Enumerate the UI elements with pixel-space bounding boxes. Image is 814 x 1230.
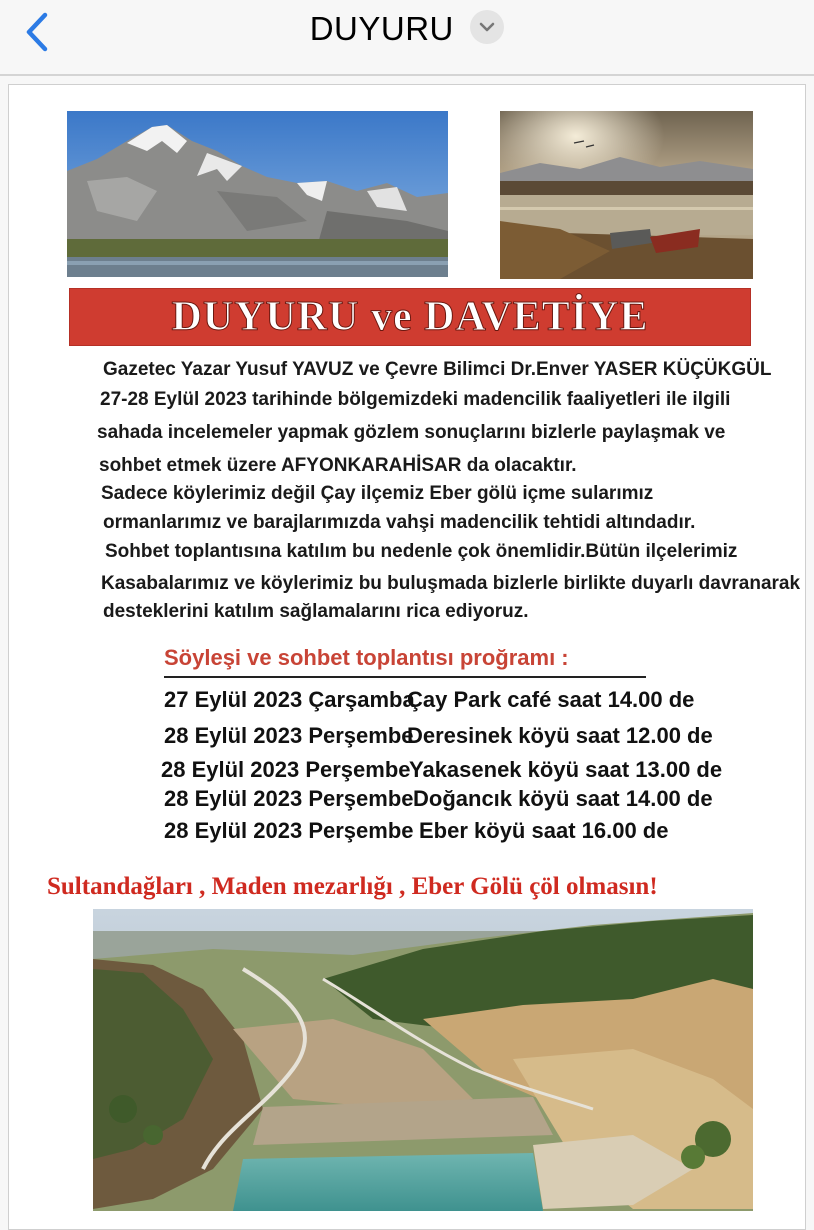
announcement-line: Gazetec Yazar Yusuf YAVUZ ve Çevre Bilimci Dr.Enver YASER KÜÇÜKGÜL xyxy=(103,359,772,380)
program-date: 28 Eylül 2023 Perşembe xyxy=(164,818,414,843)
navigation-bar xyxy=(0,0,814,76)
announcement-line: 27-28 Eylül 2023 tarihinde bölgemizdeki madencilik faaliyetleri ile ilgili xyxy=(100,389,731,410)
document-page xyxy=(8,84,806,1230)
announcement-line: sahada incelemeler yapmak gözlem sonuçlarını bizlerle paylaşmak ve xyxy=(97,422,726,443)
title-area xyxy=(0,10,814,48)
program-divider xyxy=(164,676,646,678)
announcement-line: sohbet etmek üzere AFYONKARAHİSAR da olacaktır. xyxy=(99,455,577,476)
chevron-down-icon xyxy=(470,10,504,44)
announcement-line: ormanlarımız ve barajlarımızda vahşi madencilik tehtidi altındadır. xyxy=(103,512,696,533)
program-place: Yakasenek köyü saat 13.00 de xyxy=(409,757,723,782)
program-heading: Söyleşi ve sohbet toplantısı proğramı : xyxy=(164,645,569,670)
announcement-banner xyxy=(69,288,751,346)
program-place: Deresinek köyü saat 12.00 de xyxy=(407,723,713,748)
banner-title: DUYURU ve DAVETİYE xyxy=(171,294,649,340)
title-options-button[interactable] xyxy=(470,10,504,44)
lake-boats-photo xyxy=(500,111,753,279)
announcement-line: Sohbet toplantısına katılım bu nedenle çok önemlidir.Bütün ilçelerimiz xyxy=(105,541,738,562)
mining-dam-photo xyxy=(93,909,753,1211)
program-date: 28 Eylül 2023 Perşembe xyxy=(164,723,414,748)
announcement-line: Sadece köylerimiz değil Çay ilçemiz Eber gölü içme sularımız xyxy=(101,483,654,504)
page-title: DUYURU xyxy=(309,10,454,47)
program-place: Çay Park café saat 14.00 de xyxy=(407,687,695,712)
slogan: Sultandağları , Maden mezarlığı , Eber Gölü çöl olmasın! xyxy=(47,873,658,900)
program-place: Doğancık köyü saat 14.00 de xyxy=(413,786,713,811)
program-date: 28 Eylül 2023 Perşembe xyxy=(164,786,414,811)
mountain-photo xyxy=(67,111,448,277)
program-place: Eber köyü saat 16.00 de xyxy=(419,818,669,843)
program-date: 28 Eylül 2023 Perşembe xyxy=(161,757,411,782)
announcement-line: desteklerini katılım sağlamalarını rica ediyoruz. xyxy=(103,601,529,622)
program-date: 27 Eylül 2023 Çarşamba xyxy=(164,687,415,712)
announcement-line: Kasabalarımız ve köylerimiz bu buluşmada bizlerle birlikte duyarlı davranarak xyxy=(101,573,801,594)
